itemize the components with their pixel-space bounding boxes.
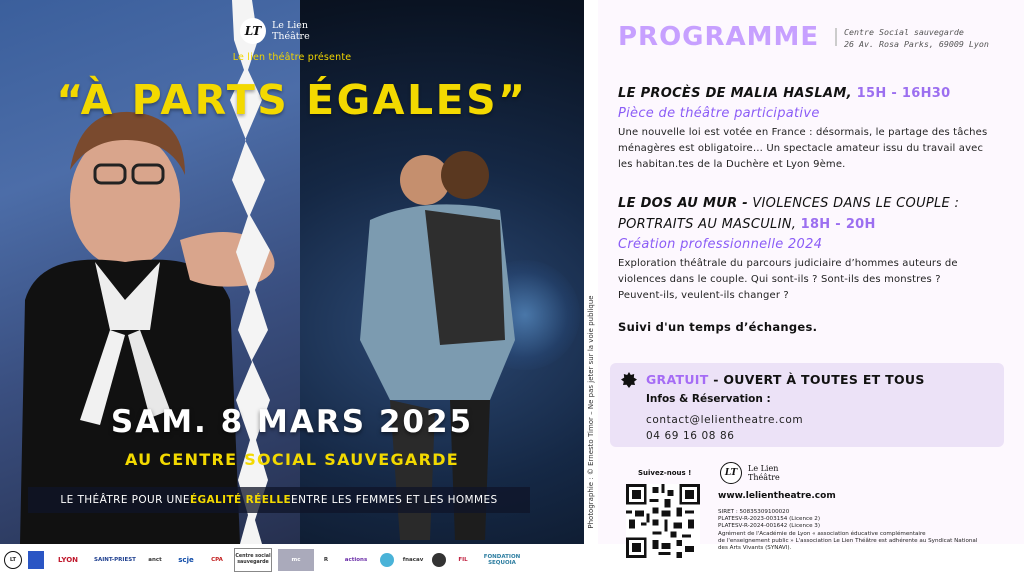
- program-panel: [598, 0, 1024, 552]
- brand-name-line2: Théâtre: [272, 31, 310, 42]
- partner-logo: FONDATION SEQUOIA: [483, 554, 521, 566]
- address-line1: Centre Social sauvegarde: [844, 27, 964, 37]
- event2-title: LE DOS AU MUR - VIOLENCES DANS LE COUPLE : PORTRAITS AU MASCULIN, 18H - 20H: [618, 196, 960, 232]
- program-heading: PROGRAMME: [618, 22, 820, 52]
- booking-label: Infos & Réservation :: [646, 393, 771, 405]
- phone-number[interactable]: 04 69 16 08 86: [646, 430, 735, 442]
- brand-name-line1: Le Lien: [272, 20, 309, 31]
- partner-logo: SAINT-PRIEST: [94, 557, 136, 563]
- partner-logo: actions: [344, 557, 368, 563]
- event1-time: 15H - 16H30: [856, 86, 951, 101]
- event-venue: AU CENTRE SOCIAL SAUVEGARDE: [124, 450, 460, 469]
- event1-subtitle: Pièce de théâtre participative: [618, 106, 820, 121]
- badge-icon: [621, 372, 637, 388]
- partner-logos: [0, 544, 598, 576]
- photo-credit-text: Photographie : © Ernesto Timor – Ne pas jeter sur la voie publique: [587, 295, 595, 529]
- event-date: SAM. 8 MARS 2025: [110, 404, 474, 440]
- contact-details: [646, 412, 803, 444]
- show-title: “À PARTS ÉGALES”: [56, 76, 528, 124]
- partner-logo: LT: [4, 551, 22, 569]
- partner-logo: LYON: [58, 556, 78, 564]
- partner-logo: R: [323, 557, 329, 563]
- partner-logo: [432, 553, 446, 567]
- address-line2: 26 Av. Rosa Parks, 69009 Lyon: [844, 39, 989, 49]
- tagline-pre: LE THÉÂTRE POUR UNE: [60, 494, 190, 506]
- tagline-post: ENTRE LES FEMMES ET LES HOMMES: [291, 494, 498, 506]
- presents-text: Le lien théâtre présente: [232, 52, 352, 63]
- followup-text: Suivi d'un temps d’échanges.: [618, 320, 818, 334]
- partner-logo: anct: [148, 557, 162, 563]
- follow-us-text: Suivez-nous !: [638, 469, 692, 477]
- qr-code[interactable]: [626, 484, 700, 558]
- brand-logo: [240, 18, 310, 44]
- event2-description: Exploration théâtrale du parcours judiciaire d’hommes auteurs de violences dans le couple. Qui sont-ils ? Sont-ils des monstres ? Peuvent-ils, veulent-ils changer ?: [618, 258, 958, 301]
- legal-notice: SIRET : 50835309100020 PLATESV-R-2023-003154 (Licence 2) PLATESV-R-2024-001642 (Licence 3) Agrément de l'Académie de Lyon « association éducative complémentaire de l'enseignement public » L'association Le Lien Théâtre est adhérente au Syndicat National des Arts Vivants (SYNAVI).: [718, 509, 978, 552]
- info-box: [610, 363, 1004, 447]
- tagline-banner: [28, 487, 530, 513]
- partner-logo: FIL: [458, 557, 468, 563]
- email-link[interactable]: contact@lelientheatre.com: [646, 414, 804, 426]
- partner-logo: mc: [278, 549, 314, 571]
- venue-address: [844, 26, 989, 50]
- partner-logo: CPA: [211, 557, 223, 563]
- free-entry-text: GRATUIT - OUVERT À TOUTES ET TOUS: [646, 372, 925, 387]
- footer-brand-logo: LT Le Lien Théâtre: [720, 462, 780, 484]
- photo-credit: [584, 288, 598, 544]
- partner-logo: scje: [178, 556, 194, 564]
- divider: [835, 28, 837, 46]
- website-link[interactable]: www.lelientheatre.com: [718, 491, 836, 501]
- tagline-highlight: ÉGALITÉ RÉELLE: [189, 494, 292, 506]
- logo-mark: LT: [240, 18, 266, 44]
- event1-title: LE PROCÈS DE MALIA HASLAM, 15H - 16H30: [618, 86, 951, 101]
- footer-logo-mark: LT: [720, 462, 742, 484]
- partner-logo: [28, 551, 44, 569]
- event2-time: 18H - 20H: [800, 217, 876, 232]
- event1-description: Une nouvelle loi est votée en France : désormais, le partage des tâches ménagères est obligatoire… Un spectacle amateur issu du travail avec les habitan.tes de la Duchère et Lyon 9ème.: [618, 127, 988, 170]
- partner-logo: Centre social sauvegarde: [234, 548, 272, 572]
- actors-photo: [330, 140, 560, 540]
- partner-logo: fnacav: [402, 557, 424, 563]
- partner-logo: [380, 553, 394, 567]
- event2-subtitle: Création professionnelle 2024: [618, 237, 823, 252]
